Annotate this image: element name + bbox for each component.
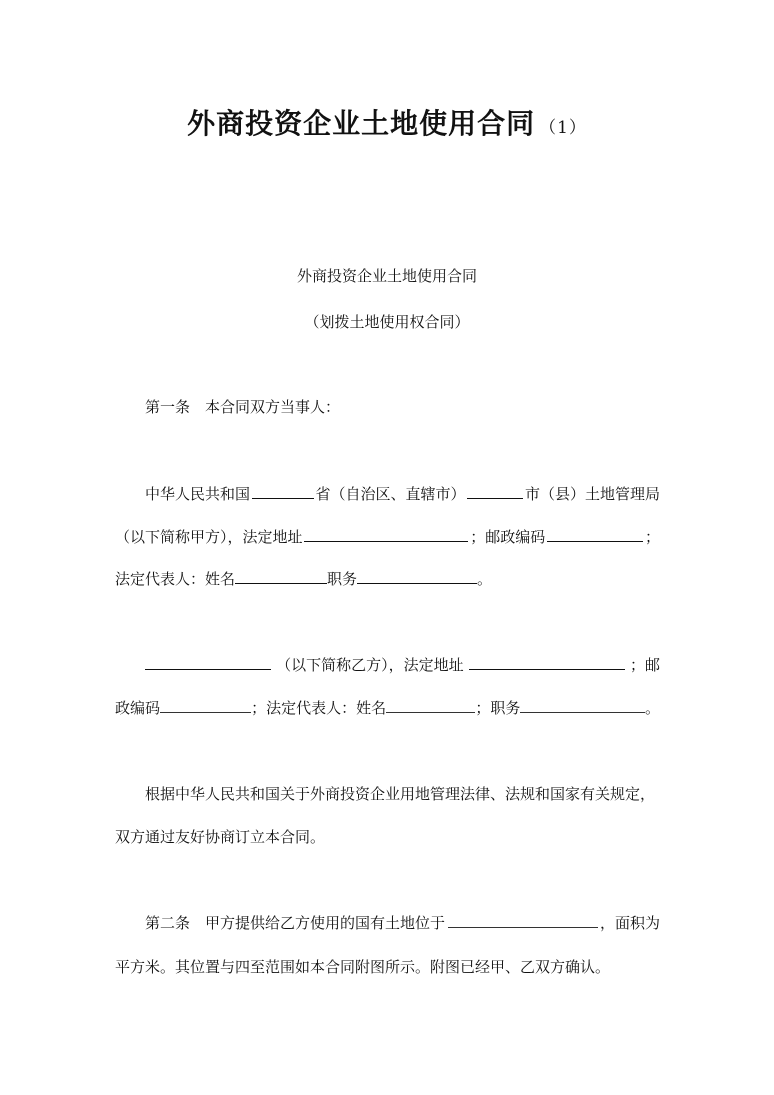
party-a-line-2 [115,526,660,547]
title-suffix: （1） [539,118,587,138]
party-a-province-label: 省（自治区、直辖市） [315,485,466,503]
contract-subtitle: 外商投资企业土地使用合同 [296,267,477,285]
party-a-line-1 [145,483,660,504]
party-a-address-label: （以下简称甲方），法定地址 [115,528,303,546]
party-a-rep-name-blank [235,569,327,584]
party-a-period: 。 [477,570,493,588]
party-b-name-blank [145,655,271,670]
party-a-line-3 [115,568,660,589]
article-2-line-1 [145,912,660,933]
article-1-heading: 第一条 本合同双方当事人： [145,398,341,416]
party-a-address-blank [304,527,468,542]
party-b-postcode-label-start: ；邮 [629,656,660,674]
party-a-rep-label: 法定代表人：姓名 [115,570,236,588]
province-blank [252,484,314,499]
party-a-position-label: 职务 [327,570,358,588]
party-b-rep-name-blank [386,698,475,713]
party-a-position-blank [357,569,477,584]
article-2-line-2: 平方米。其位置与四至范围如本合同附图所示。附图已经甲、乙双方确认。 [115,958,611,976]
party-b-postcode-blank [160,698,251,713]
page-title [0,102,774,142]
party-b-position-blank [520,698,645,713]
main-title-text: 外商投资企业土地使用合同 [187,107,536,140]
party-a-semicolon: ； [644,528,660,546]
party-b-period: 。 [644,699,660,717]
contract-subtitle-type: （划拨土地使用权合同） [304,313,470,331]
party-a-postcode-blank [547,527,643,542]
party-b-line-1 [145,654,660,675]
party-b-rep-label: ；法定代表人：姓名 [251,699,387,717]
party-b-address-label: （以下简称乙方），法定地址 [276,656,464,674]
party-b-address-blank [469,655,625,670]
article-2-area-label: ，面积为 [599,914,660,932]
city-blank [467,484,523,499]
party-b-line-2 [115,697,660,718]
party-a-bureau-label: 市（县）土地管理局 [524,485,660,503]
land-location-blank [448,913,598,928]
party-b-position-label: ；职务 [475,699,521,717]
party-a-postcode-label: ；邮政编码 [470,528,546,546]
basis-line-2: 双方通过友好协商订立本合同。 [115,828,326,846]
article-2-location-label: 第二条 甲方提供给乙方使用的国有土地位于 [145,914,446,932]
party-b-postcode-label-end: 政编码 [115,699,161,717]
party-a-country-label: 中华人民共和国 [145,485,251,503]
basis-line-1: 根据中华人民共和国关于外商投资企业用地管理法律、法规和国家有关规定， [145,785,656,803]
